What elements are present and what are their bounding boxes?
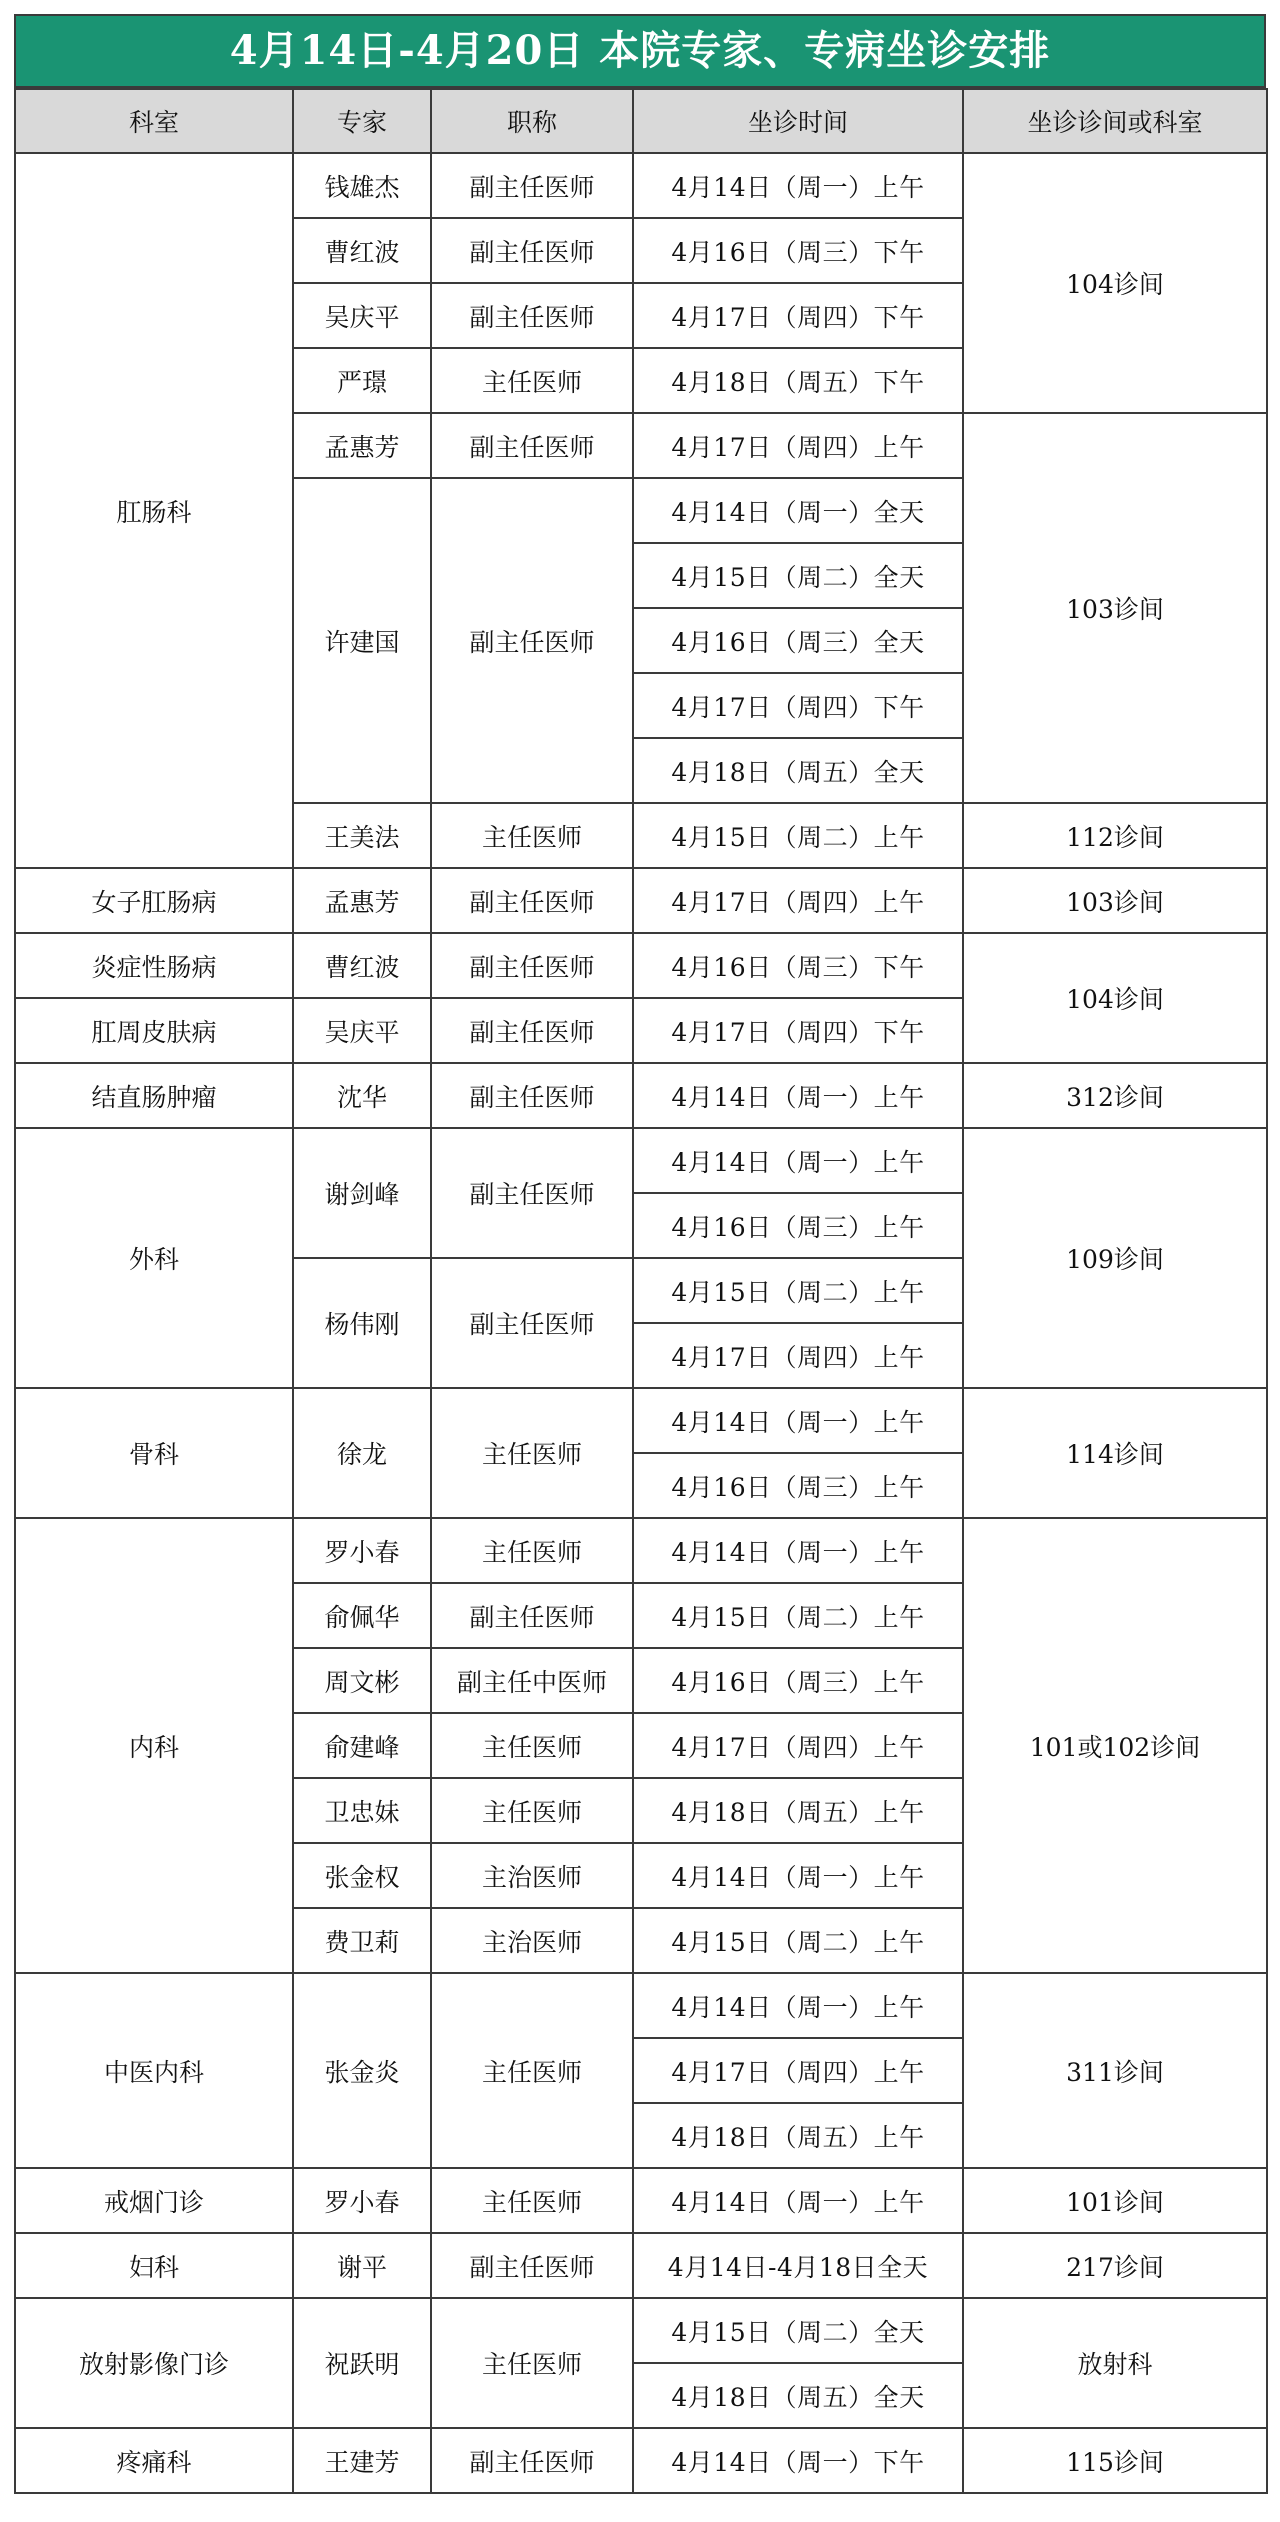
time-cell: 4月14日（周一）下午 bbox=[633, 2428, 963, 2493]
table-row bbox=[15, 933, 1267, 998]
dept-cell: 妇科 bbox=[15, 2233, 293, 2298]
title-cell: 主治医师 bbox=[431, 1908, 633, 1973]
time-cell: 4月14日（周一）上午 bbox=[633, 2168, 963, 2233]
dept-cell: 疼痛科 bbox=[15, 2428, 293, 2493]
time-cell: 4月14日（周一）上午 bbox=[633, 1388, 963, 1453]
time-cell: 4月15日（周二）上午 bbox=[633, 1583, 963, 1648]
dept-cell: 骨科 bbox=[15, 1388, 293, 1518]
room-cell: 115诊间 bbox=[963, 2428, 1267, 2493]
title-cell: 副主任医师 bbox=[431, 153, 633, 218]
table-row bbox=[15, 2428, 1267, 2493]
time-cell: 4月15日（周二）上午 bbox=[633, 803, 963, 868]
title-cell: 主任医师 bbox=[431, 348, 633, 413]
table-row bbox=[15, 2233, 1267, 2298]
dept-cell: 戒烟门诊 bbox=[15, 2168, 293, 2233]
room-cell: 312诊间 bbox=[963, 1063, 1267, 1128]
time-cell: 4月15日（周二）上午 bbox=[633, 1258, 963, 1323]
expert-cell: 张金炎 bbox=[293, 1973, 431, 2168]
expert-cell: 许建国 bbox=[293, 478, 431, 803]
time-cell: 4月17日（周四）下午 bbox=[633, 283, 963, 348]
title-cell: 副主任医师 bbox=[431, 1063, 633, 1128]
title-cell: 副主任医师 bbox=[431, 1128, 633, 1258]
dept-cell: 炎症性肠病 bbox=[15, 933, 293, 998]
time-cell: 4月14日（周一）上午 bbox=[633, 1973, 963, 2038]
title-cell: 主任医师 bbox=[431, 1778, 633, 1843]
time-cell: 4月17日（周四）下午 bbox=[633, 673, 963, 738]
title-cell: 主任医师 bbox=[431, 1713, 633, 1778]
time-cell: 4月17日（周四）上午 bbox=[633, 868, 963, 933]
header-room: 坐诊诊间或科室 bbox=[963, 89, 1267, 153]
expert-cell: 罗小春 bbox=[293, 2168, 431, 2233]
header-row bbox=[15, 89, 1267, 153]
title-cell: 副主任医师 bbox=[431, 998, 633, 1063]
expert-cell: 王建芳 bbox=[293, 2428, 431, 2493]
time-cell: 4月16日（周三）上午 bbox=[633, 1648, 963, 1713]
time-cell: 4月16日（周三）全天 bbox=[633, 608, 963, 673]
dept-cell: 中医内科 bbox=[15, 1973, 293, 2168]
header-title: 职称 bbox=[431, 89, 633, 153]
time-cell: 4月15日（周二）全天 bbox=[633, 2298, 963, 2363]
dept-cell: 女子肛肠病 bbox=[15, 868, 293, 933]
title-cell: 主任医师 bbox=[431, 2298, 633, 2428]
expert-cell: 祝跃明 bbox=[293, 2298, 431, 2428]
room-cell: 109诊间 bbox=[963, 1128, 1267, 1388]
expert-cell: 卫忠妹 bbox=[293, 1778, 431, 1843]
expert-cell: 俞建峰 bbox=[293, 1713, 431, 1778]
expert-cell: 曹红波 bbox=[293, 933, 431, 998]
table-row bbox=[15, 153, 1267, 218]
table-row bbox=[15, 1973, 1267, 2038]
dept-cell: 结直肠肿瘤 bbox=[15, 1063, 293, 1128]
time-cell: 4月18日（周五）上午 bbox=[633, 2103, 963, 2168]
title-cell: 副主任医师 bbox=[431, 2233, 633, 2298]
time-cell: 4月14日（周一）上午 bbox=[633, 1128, 963, 1193]
expert-cell: 严璟 bbox=[293, 348, 431, 413]
room-cell: 311诊间 bbox=[963, 1973, 1267, 2168]
time-cell: 4月18日（周五）全天 bbox=[633, 2363, 963, 2428]
table-row bbox=[15, 1518, 1267, 1583]
time-cell: 4月17日（周四）上午 bbox=[633, 1323, 963, 1388]
title-cell: 副主任医师 bbox=[431, 868, 633, 933]
expert-cell: 曹红波 bbox=[293, 218, 431, 283]
title-cell: 副主任中医师 bbox=[431, 1648, 633, 1713]
title-cell: 主任医师 bbox=[431, 1973, 633, 2168]
time-cell: 4月18日（周五）全天 bbox=[633, 738, 963, 803]
title-cell: 副主任医师 bbox=[431, 413, 633, 478]
title-cell: 主任医师 bbox=[431, 803, 633, 868]
time-cell: 4月17日（周四）上午 bbox=[633, 1713, 963, 1778]
table-row bbox=[15, 2298, 1267, 2363]
room-cell: 104诊间 bbox=[963, 933, 1267, 1063]
time-cell: 4月17日（周四）下午 bbox=[633, 998, 963, 1063]
title-cell: 主治医师 bbox=[431, 1843, 633, 1908]
table-row bbox=[15, 868, 1267, 933]
expert-cell: 谢剑峰 bbox=[293, 1128, 431, 1258]
time-cell: 4月18日（周五）上午 bbox=[633, 1778, 963, 1843]
room-cell: 104诊间 bbox=[963, 153, 1267, 413]
dept-cell: 内科 bbox=[15, 1518, 293, 1973]
dept-cell: 外科 bbox=[15, 1128, 293, 1388]
room-cell: 112诊间 bbox=[963, 803, 1267, 868]
time-cell: 4月14日-4月18日全天 bbox=[633, 2233, 963, 2298]
dept-cell: 放射影像门诊 bbox=[15, 2298, 293, 2428]
expert-cell: 徐龙 bbox=[293, 1388, 431, 1518]
expert-cell: 杨伟刚 bbox=[293, 1258, 431, 1388]
table-row bbox=[15, 1063, 1267, 1128]
title-cell: 副主任医师 bbox=[431, 2428, 633, 2493]
expert-cell: 罗小春 bbox=[293, 1518, 431, 1583]
schedule-table bbox=[14, 88, 1268, 2494]
title-cell: 主任医师 bbox=[431, 1388, 633, 1518]
expert-cell: 周文彬 bbox=[293, 1648, 431, 1713]
table-row bbox=[15, 2168, 1267, 2233]
time-cell: 4月14日（周一）上午 bbox=[633, 153, 963, 218]
time-cell: 4月14日（周一）上午 bbox=[633, 1518, 963, 1583]
time-cell: 4月18日（周五）下午 bbox=[633, 348, 963, 413]
room-cell: 103诊间 bbox=[963, 868, 1267, 933]
title-cell: 副主任医师 bbox=[431, 218, 633, 283]
title-cell: 副主任医师 bbox=[431, 1258, 633, 1388]
expert-cell: 王美法 bbox=[293, 803, 431, 868]
header-expert: 专家 bbox=[293, 89, 431, 153]
header-dept: 科室 bbox=[15, 89, 293, 153]
title-cell: 副主任医师 bbox=[431, 1583, 633, 1648]
title-cell: 主任医师 bbox=[431, 2168, 633, 2233]
header-time: 坐诊时间 bbox=[633, 89, 963, 153]
title-cell: 主任医师 bbox=[431, 1518, 633, 1583]
time-cell: 4月16日（周三）上午 bbox=[633, 1193, 963, 1258]
time-cell: 4月17日（周四）上午 bbox=[633, 413, 963, 478]
expert-cell: 吴庆平 bbox=[293, 998, 431, 1063]
time-cell: 4月14日（周一）上午 bbox=[633, 1063, 963, 1128]
title-cell: 副主任医师 bbox=[431, 283, 633, 348]
title-cell: 副主任医师 bbox=[431, 478, 633, 803]
expert-cell: 费卫莉 bbox=[293, 1908, 431, 1973]
schedule-body bbox=[15, 153, 1267, 2493]
title-cell: 副主任医师 bbox=[431, 933, 633, 998]
time-cell: 4月15日（周二）全天 bbox=[633, 543, 963, 608]
expert-cell: 谢平 bbox=[293, 2233, 431, 2298]
room-cell: 101诊间 bbox=[963, 2168, 1267, 2233]
expert-cell: 俞佩华 bbox=[293, 1583, 431, 1648]
room-cell: 217诊间 bbox=[963, 2233, 1267, 2298]
dept-cell: 肛周皮肤病 bbox=[15, 998, 293, 1063]
time-cell: 4月16日（周三）上午 bbox=[633, 1453, 963, 1518]
expert-cell: 钱雄杰 bbox=[293, 153, 431, 218]
time-cell: 4月15日（周二）上午 bbox=[633, 1908, 963, 1973]
expert-cell: 沈华 bbox=[293, 1063, 431, 1128]
room-cell: 103诊间 bbox=[963, 413, 1267, 803]
dept-cell: 肛肠科 bbox=[15, 153, 293, 868]
expert-cell: 孟惠芳 bbox=[293, 868, 431, 933]
table-row bbox=[15, 1388, 1267, 1453]
room-cell: 114诊间 bbox=[963, 1388, 1267, 1518]
expert-cell: 张金权 bbox=[293, 1843, 431, 1908]
time-cell: 4月16日（周三）下午 bbox=[633, 218, 963, 283]
page-title: 4月14日-4月20日 本院专家、专病坐诊安排 bbox=[14, 14, 1266, 88]
room-cell: 放射科 bbox=[963, 2298, 1267, 2428]
time-cell: 4月14日（周一）全天 bbox=[633, 478, 963, 543]
table-row bbox=[15, 1128, 1267, 1193]
expert-cell: 吴庆平 bbox=[293, 283, 431, 348]
time-cell: 4月17日（周四）上午 bbox=[633, 2038, 963, 2103]
time-cell: 4月16日（周三）下午 bbox=[633, 933, 963, 998]
time-cell: 4月14日（周一）上午 bbox=[633, 1843, 963, 1908]
expert-cell: 孟惠芳 bbox=[293, 413, 431, 478]
room-cell: 101或102诊间 bbox=[963, 1518, 1267, 1973]
